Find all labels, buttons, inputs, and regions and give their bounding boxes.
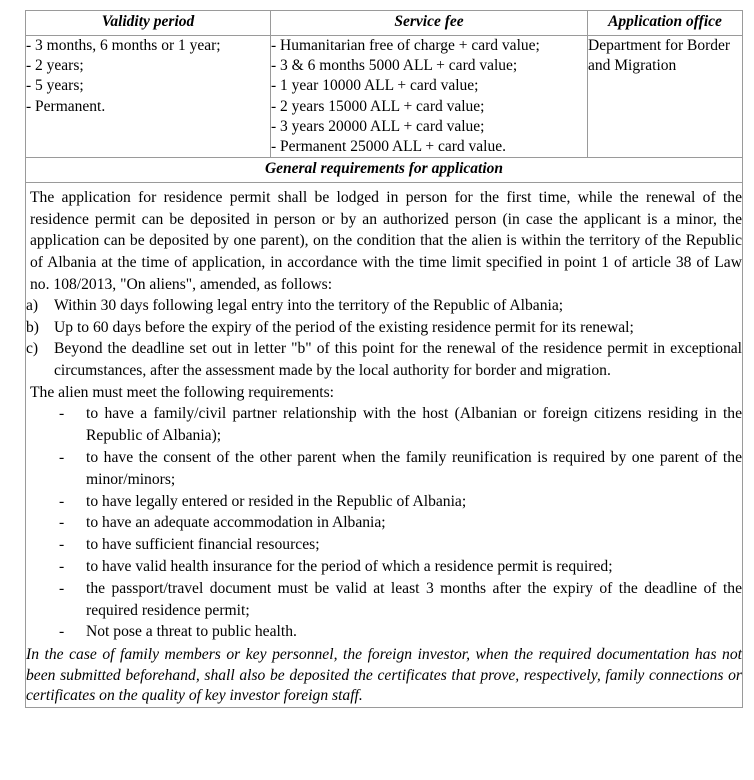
list-item: - to have the consent of the other parent when the family reunification is required by one parent of the minor/minors;	[26, 447, 742, 491]
point-text: Beyond the deadline set out in letter "b" of this point for the renewal of the residence permit in exceptional circumstances, after the assessment made by the local authority for border and migration.	[54, 340, 742, 379]
requirement-text: to have valid health insurance for the period of which a residence permit is required;	[86, 557, 613, 575]
deadline-list	[26, 295, 742, 381]
header-application-office: Application office	[588, 11, 743, 36]
intro-paragraph: The application for residence permit shall be lodged in person for the first time, while the renewal of the residence permit can be deposited in person or by an authorized person (in case the applicant is a minor, the application can be deposited by one parent), on the condition that the alien is within the territory of the Republic of Albania at the time of application, in accordance with the time limit specified in point 1 of article 38 of Law no. 108/2013, "On aliens", amended, as follows:	[30, 189, 742, 293]
list-item: - 3 & 6 months 5000 ALL + card value;	[271, 57, 518, 75]
general-requirements-cell	[26, 183, 743, 707]
requirement-text: Not pose a threat to public health.	[86, 623, 297, 641]
list-item: - Permanent.	[26, 97, 106, 115]
office-cell: Department for Border and Migration	[588, 36, 743, 158]
requirement-text: to have a family/civil partner relationship with the host (Albanian or foreign citizens residing in the Republic of Albania);	[86, 405, 742, 445]
list-item	[26, 317, 742, 339]
list-item: - 3 years 20000 ALL + card value;	[271, 117, 485, 135]
requirements-heading: The alien must meet the following requirements:	[30, 383, 334, 401]
fee-cell	[271, 36, 588, 158]
list-item: - the passport/travel document must be valid at least 3 months after the expiry of the deadline of the required residence permit;	[26, 578, 742, 622]
list-item: - to have a family/civil partner relationship with the host (Albanian or foreign citizens residing in the Republic of Albania);	[26, 403, 742, 447]
point-text: Up to 60 days before the expiry of the period of the existing residence permit for its renewal;	[54, 318, 634, 336]
requirement-text: to have legally entered or resided in the Republic of Albania;	[86, 492, 467, 510]
header-validity-period: Validity period	[26, 11, 271, 36]
point-letter: a)	[26, 297, 39, 315]
table-row	[26, 36, 743, 158]
permit-table	[25, 10, 743, 708]
requirements-list	[26, 403, 742, 643]
list-item: - Humanitarian free of charge + card value;	[271, 37, 540, 54]
point-letter: b)	[26, 318, 39, 336]
list-item: - 3 months, 6 months or 1 year;	[26, 37, 221, 54]
general-requirements-title: General requirements for application	[26, 158, 743, 183]
fee-list	[271, 36, 587, 157]
general-title-row	[26, 158, 743, 183]
list-item: - to have legally entered or resided in the Republic of Albania;	[26, 491, 742, 513]
point-text: Within 30 days following legal entry into the territory of the Republic of Albania;	[54, 297, 564, 315]
validity-list	[26, 36, 270, 117]
table-header-row	[26, 11, 743, 36]
header-service-fee: Service fee	[271, 11, 588, 36]
requirement-text: to have an adequate accommodation in Albania;	[86, 514, 386, 532]
requirement-text: the passport/travel document must be valid at least 3 months after the expiry of the deadline of the required residence permit;	[86, 579, 742, 619]
investor-note: In the case of family members or key personnel, the foreign investor, when the required documentation has not been submitted beforehand, shall also be deposited the certificates that prove, respectively, family connections or certificates on the quality of key investor foreign staff.	[26, 646, 742, 705]
general-body-row	[26, 183, 743, 707]
list-item: - 5 years;	[26, 77, 84, 95]
point-letter: c)	[26, 340, 39, 358]
list-item: - 2 years;	[26, 57, 84, 75]
list-item: - Permanent 25000 ALL + card value.	[271, 138, 506, 156]
requirement-text: to have sufficient financial resources;	[86, 536, 320, 554]
list-item: - to have valid health insurance for the period of which a residence permit is required;	[26, 556, 742, 578]
list-item: - to have sufficient financial resources;	[26, 534, 742, 556]
list-item: - Not pose a threat to public health.	[26, 621, 742, 643]
list-item: - 2 years 15000 ALL + card value;	[271, 97, 485, 115]
requirement-text: to have the consent of the other parent when the family reunification is required by one parent of the minor/minors;	[86, 448, 742, 488]
list-item: - to have an adequate accommodation in Albania;	[26, 512, 742, 534]
list-item	[26, 338, 742, 381]
list-item	[26, 295, 742, 317]
list-item: - 1 year 10000 ALL + card value;	[271, 77, 479, 95]
validity-cell	[26, 36, 271, 158]
